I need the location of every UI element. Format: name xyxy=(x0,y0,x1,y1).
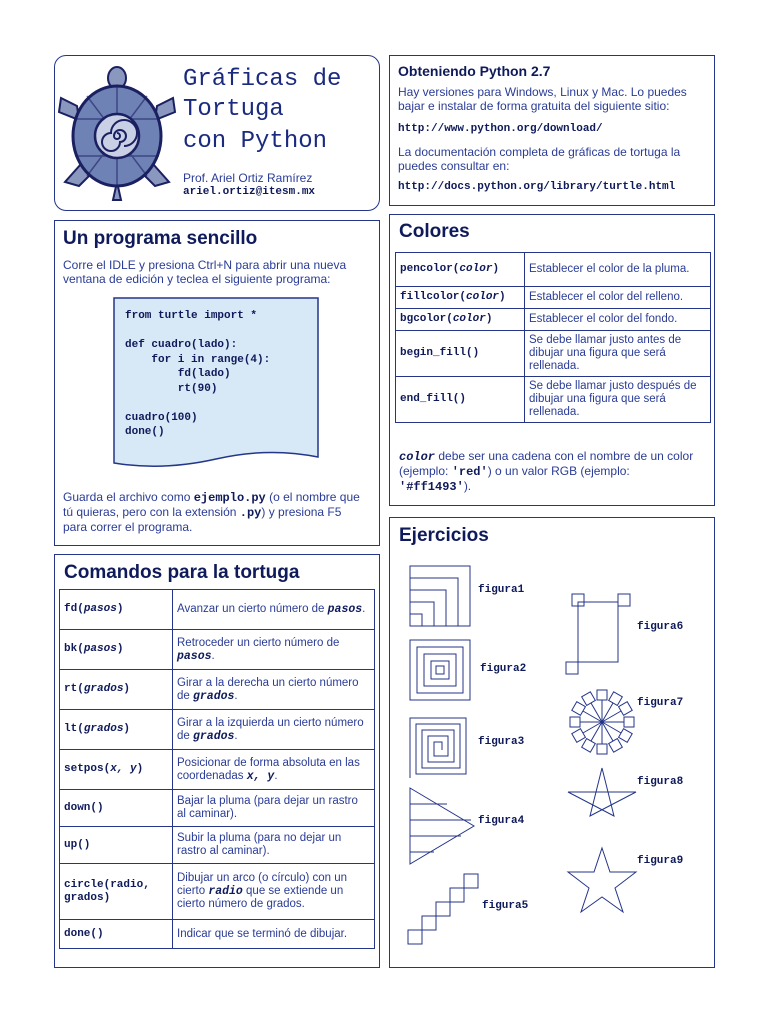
rosette-square xyxy=(597,744,607,754)
figure7-drawing xyxy=(570,690,634,754)
title-box xyxy=(54,55,380,211)
colors-row xyxy=(396,331,711,377)
turtle-command xyxy=(60,710,173,750)
command-name: pencolor( xyxy=(400,263,460,275)
outro-filename: ejemplo.py xyxy=(193,491,266,505)
description-keyword: grados xyxy=(193,689,235,703)
note-text-c: ). xyxy=(463,479,472,493)
email: ariel.ortiz@itesm.mx xyxy=(183,186,316,198)
python-download-link[interactable]: http://www.python.org/download/ xyxy=(398,123,603,135)
figure6-label: figura6 xyxy=(637,621,684,633)
exercises-title: Ejercicios xyxy=(399,525,489,546)
figure6-drawing xyxy=(566,594,630,674)
rosette-square xyxy=(597,690,607,700)
figure3-drawing xyxy=(410,718,466,778)
description-text: Avanzar un cierto número de xyxy=(177,603,328,615)
code-listing: from turtle import * def cuadro(lado): for i in range(4): fd(lado) rt(90) cuadro(100) done() xyxy=(125,310,271,438)
exercises-box xyxy=(389,517,715,968)
command-row xyxy=(60,670,375,710)
command-close: ) xyxy=(485,313,493,325)
figure2-drawing xyxy=(410,640,470,700)
command-close: ) xyxy=(123,723,131,735)
colors-note xyxy=(399,449,704,494)
command-name: rt( xyxy=(64,683,84,695)
obtaining-box xyxy=(389,55,715,206)
rosette-square xyxy=(609,692,623,706)
figure2-label: figura2 xyxy=(480,663,527,675)
command-name: up() xyxy=(64,838,91,851)
command-description xyxy=(173,670,375,710)
exercise-figures xyxy=(390,554,714,964)
turtle-command xyxy=(60,670,173,710)
description-text: Posicionar de forma absoluta en las coordenadas xyxy=(177,756,360,782)
simple-intro: Corre el IDLE y presiona Ctrl+N para abrir una nueva ventana de edición y teclea el siguiente programa: xyxy=(63,258,347,286)
description-end: . xyxy=(274,769,278,782)
rosette-square xyxy=(619,702,633,716)
command-row xyxy=(60,750,375,790)
note-text-a: debe ser una cadena con el nombre de un color (ejemplo: xyxy=(399,449,694,478)
command-name: fillcolor( xyxy=(400,291,467,303)
rosette-square xyxy=(624,717,634,727)
description-text: Girar a la izquierda un cierto número de xyxy=(177,716,364,742)
description-keyword: grados xyxy=(193,729,235,743)
command-row xyxy=(60,710,375,750)
title-line-3: con Python xyxy=(183,128,328,155)
command-row xyxy=(60,920,375,949)
figure8-label: figura8 xyxy=(637,776,684,788)
commands-title: Comandos para la tortuga xyxy=(64,562,300,583)
rosette-square xyxy=(619,729,633,743)
command-description xyxy=(173,590,375,630)
command-name: circle(radio, grados) xyxy=(64,878,150,904)
command-argument: color xyxy=(452,313,486,325)
note-keyword: color xyxy=(399,450,436,464)
command-row xyxy=(60,790,375,827)
command-close: ) xyxy=(499,291,506,303)
colors-row xyxy=(396,377,711,423)
command-row xyxy=(60,590,375,630)
turtle-command xyxy=(60,864,173,920)
command-close: ) xyxy=(116,643,124,655)
command-row xyxy=(60,864,375,920)
command-name: fd( xyxy=(64,603,84,615)
outro-text-a: Guarda el archivo como xyxy=(63,490,194,504)
colors-row xyxy=(396,287,711,309)
command-description xyxy=(173,790,375,827)
color-command xyxy=(396,331,525,377)
figure8-drawing xyxy=(568,768,636,816)
rosette-square xyxy=(570,717,580,727)
outro-text-b: (o el nombre que tú quieras, pero con la extensión xyxy=(63,490,360,519)
color-description: Establecer el color del fondo. xyxy=(525,309,711,331)
command-argument: color xyxy=(459,263,493,275)
description-end: . xyxy=(234,689,238,702)
colors-table xyxy=(395,252,711,423)
colors-title: Colores xyxy=(399,221,470,242)
description-text: Dibujar un arco (o círculo) con un cierto xyxy=(177,872,348,897)
figure4-drawing xyxy=(410,788,474,864)
command-argument: pasos xyxy=(83,643,117,655)
color-description: Se debe llamar justo después de dibujar una figura que será rellenada. xyxy=(525,377,711,423)
turtle-docs-link[interactable]: http://docs.python.org/library/turtle.html xyxy=(398,181,676,193)
color-command xyxy=(396,309,525,331)
turtle-logo xyxy=(57,64,177,204)
turtle-command xyxy=(60,590,173,630)
figure1-label: figura1 xyxy=(478,584,525,596)
turtle-command xyxy=(60,790,173,827)
command-name: lt( xyxy=(64,723,84,735)
color-description: Se debe llamar justo antes de dibujar una figura que será rellenada. xyxy=(525,331,711,377)
figure7-label: figura7 xyxy=(637,697,684,709)
figure9-drawing xyxy=(568,848,636,912)
title-line-1: Gráficas de xyxy=(183,66,342,93)
command-name: bk( xyxy=(64,643,84,655)
command-argument: grados xyxy=(83,723,124,735)
description-text: Bajar la pluma (para dejar un rastro al caminar). xyxy=(177,795,358,820)
turtle-command xyxy=(60,920,173,949)
rosette-square xyxy=(572,729,586,743)
note-red: 'red' xyxy=(451,465,488,479)
figure9-label: figura9 xyxy=(637,855,684,867)
title-line-2: Tortuga xyxy=(183,96,284,123)
figure1-drawing xyxy=(410,566,470,626)
rosette-square xyxy=(582,692,596,706)
note-text-b: ) o un valor RGB (ejemplo: xyxy=(487,464,630,478)
command-name: bgcolor( xyxy=(400,313,453,325)
command-argument: color xyxy=(466,291,500,303)
rosette-square xyxy=(572,702,586,716)
command-description xyxy=(173,750,375,790)
command-description xyxy=(173,864,375,920)
command-argument: x, y xyxy=(110,763,137,775)
command-close: ) xyxy=(492,263,500,275)
figure3-label: figura3 xyxy=(478,736,525,748)
color-command xyxy=(396,287,525,309)
rosette-square xyxy=(582,739,596,753)
command-close: ) xyxy=(136,763,144,775)
description-keyword: x, y xyxy=(246,769,275,783)
turtle-command xyxy=(60,827,173,864)
color-command xyxy=(396,377,525,423)
author: Prof. Ariel Ortiz Ramírez xyxy=(183,171,313,185)
command-argument: grados xyxy=(83,683,124,695)
command-name: down() xyxy=(64,801,104,814)
outro-extension: .py xyxy=(239,506,262,520)
colors-row xyxy=(396,309,711,331)
commands-box xyxy=(54,554,380,968)
colors-box xyxy=(389,214,715,506)
obtaining-title: Obteniendo Python 2.7 xyxy=(398,63,551,79)
command-name: begin_fill() xyxy=(400,347,480,359)
simple-title: Un programa sencillo xyxy=(63,228,258,249)
color-description: Establecer el color del relleno. xyxy=(525,287,711,309)
outro-text-c: ) y presiona F5 para correr el programa. xyxy=(63,505,342,534)
command-name: setpos( xyxy=(64,763,111,775)
command-name: end_fill() xyxy=(400,393,467,405)
turtle-command xyxy=(60,750,173,790)
description-keyword: pasos xyxy=(327,603,363,616)
command-close: ) xyxy=(123,683,131,695)
command-name: done() xyxy=(64,927,104,940)
command-description xyxy=(173,920,375,949)
color-description: Establecer el color de la pluma. xyxy=(525,253,711,287)
colors-row xyxy=(396,253,711,287)
command-argument: pasos xyxy=(83,603,117,615)
rosette-square xyxy=(609,739,623,753)
description-end: . xyxy=(234,729,238,742)
description-keyword: radio xyxy=(208,885,243,898)
command-close: ) xyxy=(116,603,124,615)
description-keyword: pasos xyxy=(177,649,212,663)
obtaining-text2: La documentación completa de gráficas de tortuga la puedes consultar en: xyxy=(398,145,681,173)
description-text: Subir la pluma (para no dejar un rastro al caminar). xyxy=(177,832,342,857)
obtaining-text1: Hay versiones para Windows, Linux y Mac. Lo puedes bajar e instalar de forma gratuita del siguiente sitio: xyxy=(398,85,687,113)
command-description xyxy=(173,630,375,670)
commands-table xyxy=(59,589,375,949)
simple-program-box xyxy=(54,220,380,546)
color-command xyxy=(396,253,525,287)
description-end: . xyxy=(362,603,366,615)
command-row xyxy=(60,630,375,670)
turtle-command xyxy=(60,630,173,670)
command-row xyxy=(60,827,375,864)
description-text: Indicar que se terminó de dibujar. xyxy=(177,927,348,940)
description-text: Retroceder un cierto número de xyxy=(177,636,340,649)
description-end: que se extiende un cierto número de grados. xyxy=(177,885,344,910)
figure4-label: figura4 xyxy=(478,815,525,827)
description-end: . xyxy=(211,649,215,662)
figure5-drawing xyxy=(408,874,478,944)
command-description xyxy=(173,710,375,750)
description-text: Girar a la derecha un cierto número de xyxy=(177,676,359,702)
command-description xyxy=(173,827,375,864)
note-rgb: '#ff1493' xyxy=(399,480,464,494)
simple-outro xyxy=(63,490,363,534)
figure5-label: figura5 xyxy=(482,900,529,912)
